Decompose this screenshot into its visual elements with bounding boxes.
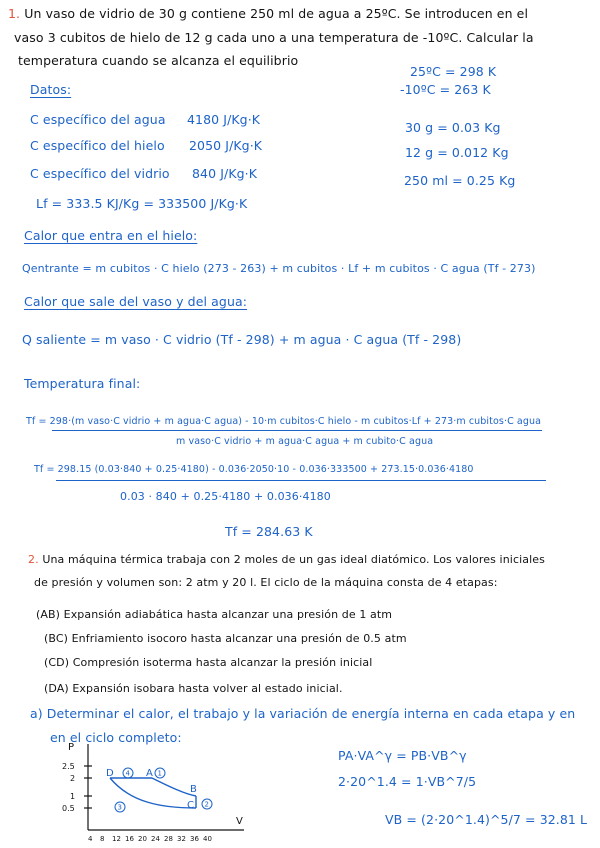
x-tick-3: 12: [112, 835, 121, 843]
tf2-numerator: Tf = 298.15 (0.03·840 + 0.25·4180) - 0.036·2050·10 - 0.036·333500 + 273.15·0.036·4180: [34, 464, 474, 475]
p1-statement-line-1: 1. Un vaso de vidrio de 30 g contiene 250 ml de agua a 25ºC. Se introducen en el: [8, 6, 529, 21]
x-tick-5: 20: [138, 835, 147, 843]
x-tick-10: 40: [203, 835, 212, 843]
dato-agua-value: 4180 J/Kg·K: [187, 112, 261, 127]
conversion-1: 25ºC = 298 K: [410, 64, 497, 79]
datos-title: Datos:: [30, 82, 72, 97]
conversion-2: -10ºC = 263 K: [400, 82, 491, 97]
dato-vidrio-value: 840 J/Kg·K: [192, 166, 258, 181]
point-d-label: D: [106, 768, 114, 779]
point-a-label: A: [146, 768, 153, 779]
stage-2-mark: 1: [157, 769, 162, 778]
dato-hielo-label: C específico del hielo: [30, 138, 165, 153]
y-tick-1: 2.5: [62, 762, 75, 771]
latent-heat: Lf = 333.5 KJ/Kg = 333500 J/Kg·K: [36, 196, 248, 211]
tf1-denominator: m vaso·C vidrio + m agua·C agua + m cubito·C agua: [176, 436, 434, 447]
stage-cd: (CD) Compresión isoterma hasta alcanzar la presión inicial: [44, 656, 373, 669]
adiabatic-eq-1: PA·VA^γ = PB·VB^γ: [338, 748, 467, 763]
p1-number: 1.: [8, 6, 21, 21]
pv-diagram: [60, 742, 250, 848]
stage-ab: (AB) Expansión adiabática hasta alcanzar una presión de 1 atm: [36, 608, 393, 621]
y-tick-3: 1: [70, 792, 76, 801]
x-tick-6: 24: [151, 835, 160, 843]
dato-agua-label: C específico del agua: [30, 112, 166, 127]
temp-final-title: Temperatura final:: [24, 376, 141, 391]
p2-statement-line-2: de presión y volumen son: 2 atm y 20 l. El ciclo de la máquina consta de 4 etapas:: [34, 576, 498, 589]
y-tick-4: 0.5: [62, 804, 75, 813]
tf2-fraction-bar: [56, 480, 546, 481]
tf1-fraction-bar: [52, 430, 542, 431]
conversion-5: 250 ml = 0.25 Kg: [404, 173, 516, 188]
calor-sale-title: Calor que sale del vaso y del agua:: [24, 294, 248, 309]
x-tick-7: 28: [164, 835, 173, 843]
p1-statement-line-3: temperatura cuando se alcanza el equilibrio: [18, 53, 299, 68]
p2-statement-line-1: 2. Una máquina térmica trabaja con 2 moles de un gas ideal diatómico. Los valores iniciales: [28, 553, 545, 566]
x-tick-8: 32: [177, 835, 186, 843]
question-line-1: a) Determinar el calor, el trabajo y la variación de energía interna en cada etapa y en: [30, 706, 576, 721]
y-tick-2: 2: [70, 774, 76, 783]
p1-statement-line-2: vaso 3 cubitos de hielo de 12 g cada uno a una temperatura de -10ºC. Calcular la: [14, 30, 534, 45]
x-tick-2: 8: [100, 835, 105, 843]
p-axis-label: P: [68, 742, 75, 753]
dato-vidrio-label: C específico del vidrio: [30, 166, 170, 181]
conversion-4: 12 g = 0.012 Kg: [405, 145, 509, 160]
point-c-label: C: [187, 800, 194, 811]
tf1-numerator: Tf = 298·(m vaso·C vidrio + m agua·C agua) - 10·m cubitos·C hielo - m cubitos·Lf + 273·m cubitos·C agua: [26, 416, 542, 427]
stage-4-mark: 3: [117, 803, 122, 812]
v-axis-label: V: [236, 816, 243, 827]
conversion-3: 30 g = 0.03 Kg: [405, 120, 501, 135]
tf-result: Tf = 284.63 K: [225, 524, 313, 539]
x-tick-4: 16: [125, 835, 134, 843]
x-tick-9: 36: [190, 835, 199, 843]
calor-entra-title: Calor que entra en el hielo:: [24, 228, 198, 243]
stage-da: (DA) Expansión isobara hasta volver al estado inicial.: [44, 682, 343, 695]
q-saliente-eq: Q saliente = m vaso · C vidrio (Tf - 298) + m agua · C agua (Tf - 298): [22, 332, 462, 347]
stage-bc: (BC) Enfriamiento isocoro hasta alcanzar una presión de 0.5 atm: [44, 632, 407, 645]
dato-hielo-value: 2050 J/Kg·K: [189, 138, 263, 153]
x-tick-1: 4: [88, 835, 93, 843]
tf2-denominator: 0.03 · 840 + 0.25·4180 + 0.036·4180: [120, 490, 331, 503]
adiabatic-eq-2: 2·20^1.4 = 1·VB^7/5: [338, 774, 477, 789]
vb-result: VB = (2·20^1.4)^5/7 = 32.81 L: [385, 812, 588, 827]
point-b-label: B: [190, 784, 197, 795]
question-line-2: en el ciclo completo:: [50, 730, 182, 745]
stage-1-mark: 4: [125, 769, 130, 778]
stage-3-mark: 2: [204, 800, 209, 809]
p2-number: 2.: [28, 553, 39, 566]
q-entrante-eq: Qentrante = m cubitos · C hielo (273 - 263) + m cubitos · Lf + m cubitos · C agua (Tf - 273): [22, 262, 536, 275]
